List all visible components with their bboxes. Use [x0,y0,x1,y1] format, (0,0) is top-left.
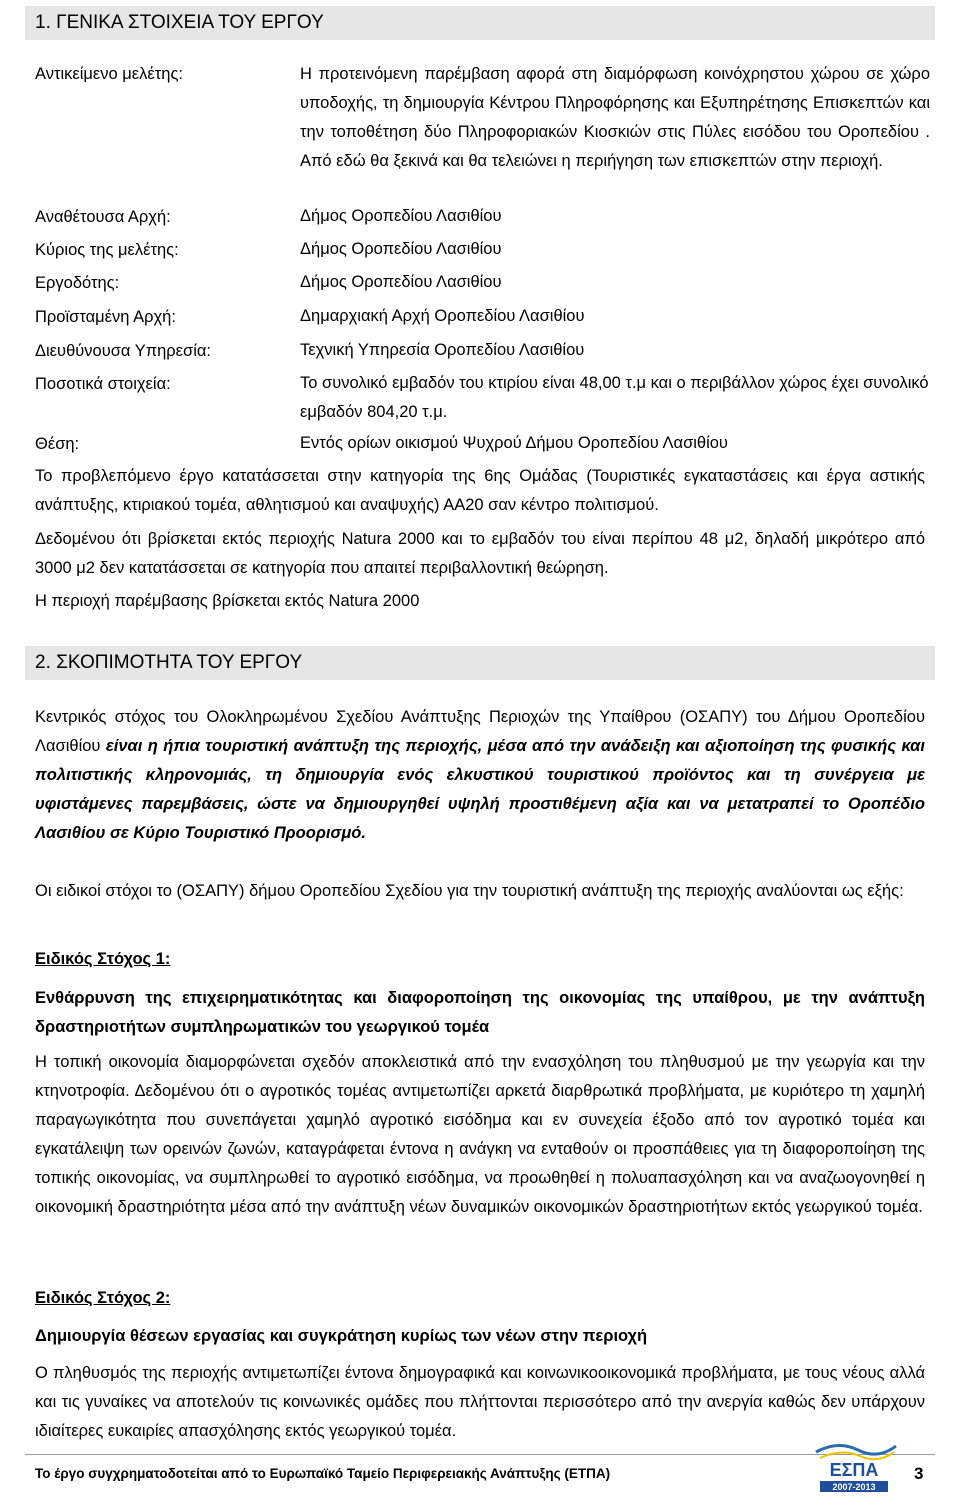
central-goal-intro: Κεντρικός στόχος του Ολοκληρωμένου Σχεδίου Ανάπτυξης Περιοχών της Υπαίθρου (ΟΣΑΠΥ) του Δήμου Οροπεδίου Λασιθίου [35,708,925,755]
section-2-heading: 2. ΣΚΟΠΙΜΟΤΗΤΑ ΤΟΥ ΕΡΓΟΥ [25,646,935,680]
field-value-directing-service: Τεχνική Υπηρεσία Οροπεδίου Λασιθίου [300,341,585,359]
goal-2-title: Δημιουργία θέσεων εργασίας και συγκράτηση κυρίως των νέων στην περιοχή [35,1327,648,1345]
field-label-quantitative-data: Ποσοτικά στοιχεία: [35,375,171,393]
paragraph-classification: Το προβλεπόμενο έργο κατατάσσεται στην κατηγορία της 6ης Ομάδας (Τουριστικές εγκαταστάσεις και έργα αστικής ανάπτυξης, κτιριακού τομέα, αθλητισμού και αναψυχής) ΑΑ20 σαν κέντρο πολιτισμού. [35,467,925,514]
footer-funding-note: Το έργο συγχρηματοδοτείται από το Ευρωπαϊκό Ταμείο Περιφερειακής Ανάπτυξης (ΕΤΠΑ) [35,1466,611,1481]
paragraph-specific-goals-intro: Οι ειδικοί στόχοι το (ΟΣΑΠΥ) δήμου Οροπεδίου Σχεδίου για την τουριστική ανάπτυξη της περιοχής αναλύονται ως εξής: [35,882,904,900]
field-label-employer: Εργοδότης: [35,274,120,292]
field-label-supervising-authority: Προϊσταμένη Αρχή: [35,308,176,326]
espa-logo-years: 2007-2013 [832,1482,876,1492]
field-label-location: Θέση: [35,435,80,453]
footer-divider [25,1454,935,1455]
goal-2-text: Ο πληθυσμός της περιοχής αντιμετωπίζει έντονα δημογραφικά και κοινωνικοοικονομικά προβλήματα, με τους νέους αλλά και τις γυναίκες να αποτελούν τις κοινωνικές ομάδες που πλήττονται περισσότερο από την ανεργία καθώς δεν υπάρχουν ιδιαίτερες ευκαιρίες απασχόλησης εκτός γεωργικού τομέα. [35,1364,925,1440]
espa-logo-text: ΕΣΠΑ [829,1460,879,1480]
goal-1-text: Η τοπική οικονομία διαμορφώνεται σχεδόν αποκλειστικά από την ενασχόληση του πληθυσμού με την γεωργία και την κτηνοτροφία. Δεδομένου ότι ο αγροτικός τομέας αντιμετωπίζει αρκετά διαρθρωτικά προβλήματα, με κυριότερο τη χαμηλή παραγωγικότητα που συνεπάγεται χαμηλό αγροτικό εισόδημα και εν συνεχεία έξοδο από τον αγροτικό τομέα και εγκατάλειψη των ορεινών ζωνών, καταγράφεται έντονα η ανάγκη να ενταθούν οι προσπάθειες για τη διαφοροποίηση της τοπικής οικονομίας, να συμπληρωθεί το αγροτικό εισόδημα, να προωθηθεί η πολυαπασχόληση και να αναζωογονηθεί η οικονομική δραστηριότητα μέσα από την ανάπτυξη νέων δυναμικών οικονομικών δραστηριοτήτων εκτός γεωργικού τομέα. [35,1053,925,1216]
field-value-supervising-authority: Δημαρχιακή Αρχή Οροπεδίου Λασιθίου [300,307,585,325]
goal-1-heading-wrap [35,945,925,974]
paragraph-natura: Δεδομένου ότι βρίσκεται εκτός περιοχής Natura 2000 και το εμβαδόν του είναι περίπου 48 μ2, δηλαδή μικρότερο από 3000 μ2 δεν κατατάσσεται σε κατηγορία που απαιτεί περιβαλλοντική θεώρηση. [35,530,925,577]
paragraph-natura-note: Η περιοχή παρέμβασης βρίσκεται εκτός Natura 2000 [35,592,420,610]
espa-logo [808,1438,900,1496]
field-label-directing-service: Διευθύνουσα Υπηρεσία: [35,342,212,360]
paragraph-central-goal [35,703,925,848]
field-value-study-owner: Δήμος Οροπεδίου Λασιθίου [300,240,502,258]
field-label-study-owner: Κύριος της μελέτης: [35,241,179,259]
section-1-heading: 1. ΓΕΝΙΚΑ ΣΤΟΙΧΕΙΑ ΤΟΥ ΕΡΓΟΥ [25,6,935,40]
field-value-contracting-authority: Δήμος Οροπεδίου Λασιθίου [300,207,502,225]
page-number: 3 [914,1464,924,1483]
field-value-subject: Η προτεινόμενη παρέμβαση αφορά στη διαμόρφωση κοινόχρηστου χώρου σε χώρο υποδοχής, τη δημιουργία Κέντρου Πληροφόρησης και Εξυπηρέτησης Επισκεπτών και την τοποθέτηση δύο Πληροφοριακών Κιοσκιών στις Πύλες εισόδου του Οροπεδίου . Από εδώ θα ξεκινά και θα τελειώνει η περιήγηση των επισκεπτών στην περιοχή. [300,65,930,170]
central-goal-emphasis: είναι η ήπια τουριστική ανάπτυξη της περιοχής, μέσα από την ανάδειξη και αξιοποίηση της φυσικής και πολιτιστικής κληρονομιάς, τη δημιουργία ενός ελκυστικού τουριστικού προϊόντος και τη συνέργεια με υφιστάμενες παρεμβάσεις, ώστε να δημιουργηθεί υψηλή προστιθέμενη αξία και να μετατραπεί το Οροπέδιο Λασιθίου σε Κύριο Τουριστικό Προορισμό. [35,737,925,842]
goal-1-heading: Ειδικός Στόχος 1: [35,950,171,968]
goal-2-heading: Ειδικός Στόχος 2: [35,1289,171,1307]
field-value-employer: Δήμος Οροπεδίου Λασιθίου [300,273,502,291]
field-value-quantitative-data: Το συνολικό εμβαδόν του κτιρίου είναι 48,00 τ.μ και ο περιβάλλον χώρος έχει συνολικό εμβαδόν 804,20 τ.μ. [300,374,929,421]
goal-2-heading-wrap [35,1284,925,1313]
field-label-subject: Αντικείμενο μελέτης: [35,65,183,83]
goal-1-title: Ενθάρρυνση της επιχειρηματικότητας και διαφοροποίηση της οικονομίας της υπαίθρου, με την ανάπτυξη δραστηριοτήτων συμπληρωματικών του γεωργικού τομέα [35,989,925,1036]
field-label-contracting-authority: Αναθέτουσα Αρχή: [35,208,171,226]
field-value-location: Εντός ορίων οικισμού Ψυχρού Δήμου Οροπεδίου Λασιθίου [300,434,728,452]
